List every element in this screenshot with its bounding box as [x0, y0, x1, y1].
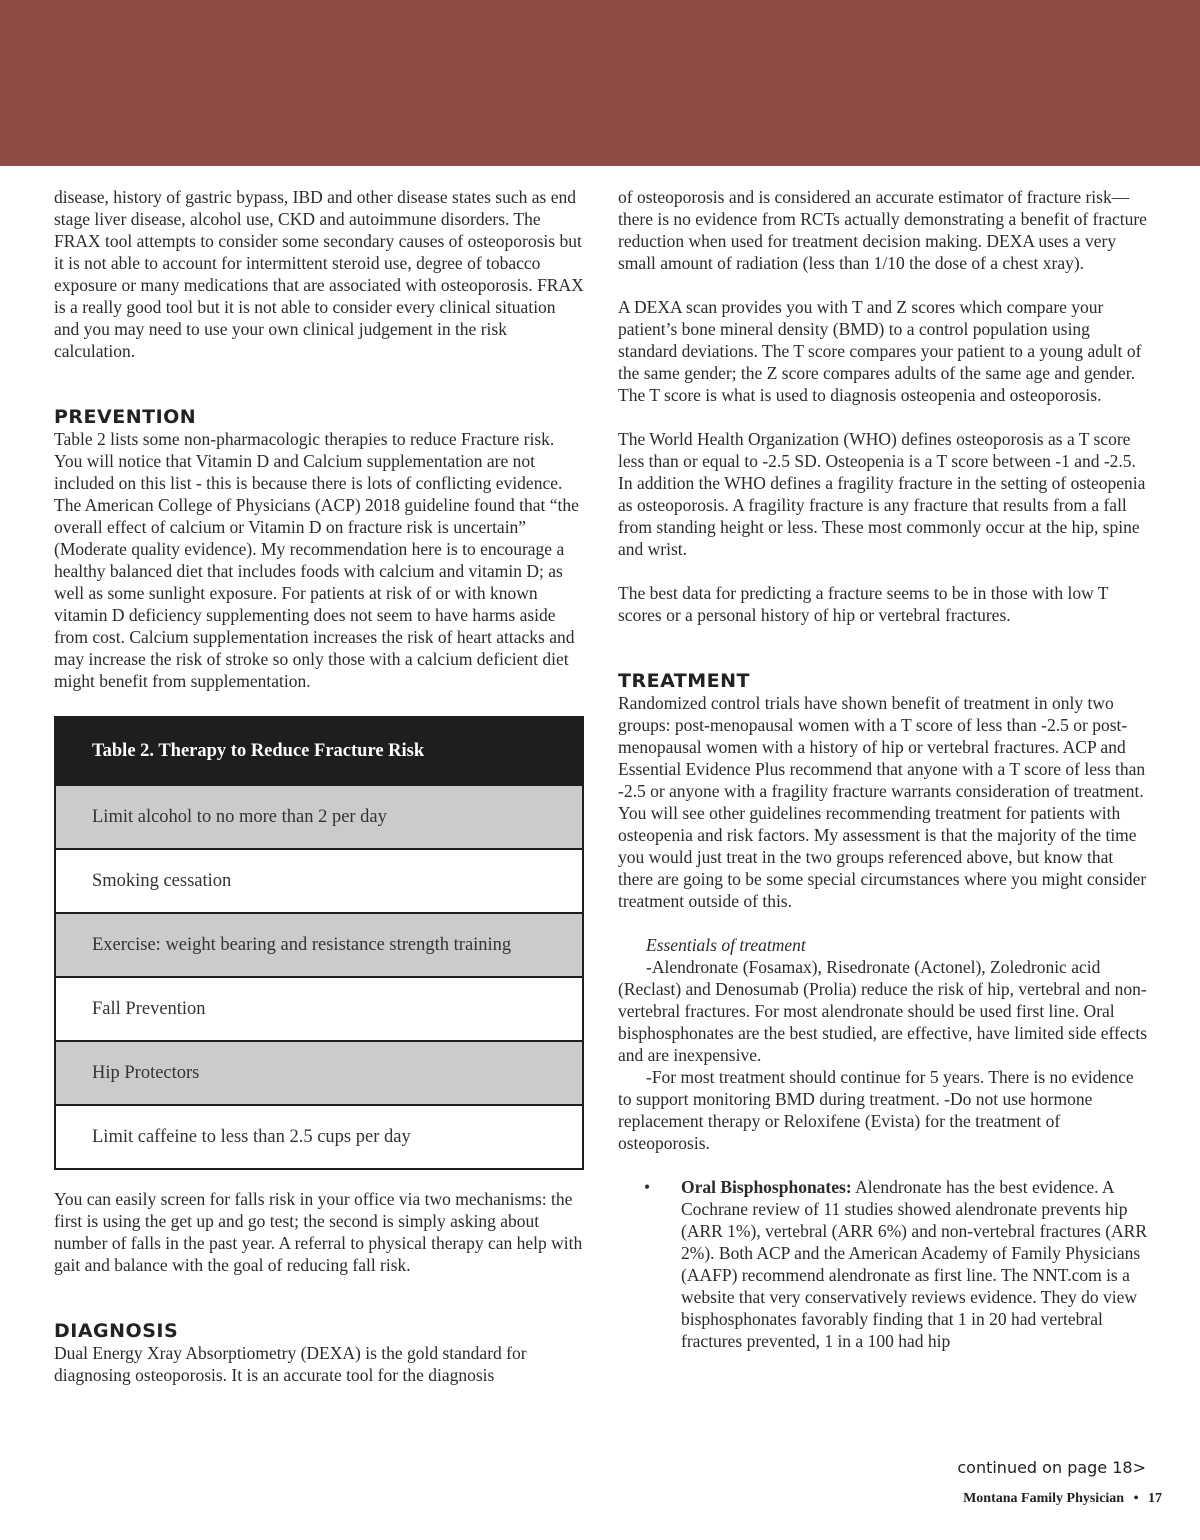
right-column	[618, 186, 1150, 1352]
table-title: Table 2. Therapy to Reduce Fracture Risk	[55, 717, 583, 785]
left-column	[54, 186, 584, 1386]
prevention-paragraph: Table 2 lists some non-pharmacologic therapies to reduce Fracture risk. You will notice that Vitamin D and Calcium supplementation are not included on this list - this is because there is lots of conflicting evidence. The American College of Physicians (ACP) 2018 guideline found that “the overall effect of calcium or Vitamin D on fracture risk is uncertain” (Moderate quality evidence). My recommendation here is to encourage a healthy balanced diet that includes foods with calcium and vitamin D; as well as some sunlight exposure. For patients at risk of or with known vitamin D deficiency supplementing does not seem to have harms aside from cost. Calcium supplementation increases the risk of heart attacks and may increase the risk of stroke so only those with a calcium deficient diet might benefit from supplementation.	[54, 429, 579, 691]
intro-paragraph: disease, history of gastric bypass, IBD and other disease states such as end stage liver disease, alcohol use, CKD and autoimmune disorders. The FRAX tool attempts to consider some secondary causes of osteoporosis but it is not able to account for intermittent steroid use, degree of tobacco exposure or many medications that are associated with osteoporosis. FRAX is a really good tool but it is not able to consider every clinical situation and you may need to use your own clinical judgement in the risk calculation.	[54, 187, 584, 361]
prevention-heading: PREVENTION	[54, 406, 197, 428]
treatment-paragraph: Randomized control trials have shown benefit of treatment in only two groups: post-menopausal women with a T score of less than -2.5 or post-menopausal women with a history of hip or vertebral fractures. ACP and Essential Evidence Plus recommend that anyone with a T score of less than -2.5 or anyone with a fragility fracture warrants consideration of treatment. You will see other guidelines recommending treatment for patients with osteopenia and risk factors. My assessment is that the majority of the time you would just treat in the two groups referenced above, but know that there are going to be some special circumstances where you might consider treatment outside of this.	[618, 693, 1147, 911]
table-row	[55, 913, 583, 977]
table-row	[55, 849, 583, 913]
prediction-paragraph: The best data for predicting a fracture seems to be in those with low T scores or a personal history of hip or vertebral fractures.	[618, 583, 1109, 625]
table-cell: Fall Prevention	[55, 977, 583, 1041]
t-z-score-paragraph: A DEXA scan provides you with T and Z scores which compare your patient’s bone mineral density (BMD) to a control population using standard deviations. The T score compares your patient to a young adult of the same gender; the Z score compares adults of the same age and gender. The T score is what is used to diagnosis osteopenia and osteoporosis.	[618, 297, 1142, 405]
who-paragraph: The World Health Organization (WHO) defines osteoporosis as a T score less than or equal to -2.5 SD. Osteopenia is a T score between -1 and -2.5. In addition the WHO defines a fragility fracture in the setting of osteopenia as osteoporosis. A fragility fracture is any fracture that results from a fall from standing height or less. These most commonly occur at the hip, spine and wrist.	[618, 429, 1146, 559]
essentials-paragraph-2: -For most treatment should continue for 5 years. There is no evidence to support monitoring BMD during treatment. -Do not use hormone replacement therapy or Reloxifene (Evista) for the treatment of osteoporosis.	[618, 1067, 1134, 1153]
therapy-table	[54, 716, 584, 1170]
diagnosis-heading: DIAGNOSIS	[54, 1320, 179, 1342]
header-color-band	[0, 0, 1200, 166]
publication-name: Montana Family Physician	[963, 1491, 1125, 1506]
table-cell: Limit caffeine to less than 2.5 cups per day	[55, 1105, 583, 1169]
table-row	[55, 1105, 583, 1169]
table-row	[55, 785, 583, 849]
treatment-heading: TREATMENT	[618, 670, 751, 692]
essentials-paragraph-1: -Alendronate (Fosamax), Risedronate (Actonel), Zoledronic acid (Reclast) and Denosumab (Prolia) reduce the risk of hip, vertebral and non-vertebral fractures. For most alendronate should be used first line. Oral bisphosphonates are the best studied, are effective, have limited side effects and are inexpensive.	[618, 957, 1148, 1065]
table-cell: Hip Protectors	[55, 1041, 583, 1105]
bullet-item	[618, 1176, 1150, 1352]
essentials-title: Essentials of treatment	[646, 935, 806, 955]
footer-separator: •	[1133, 1491, 1139, 1506]
page-number: 17	[1148, 1491, 1162, 1506]
continued-note: continued on page 18>	[957, 1458, 1146, 1477]
dexa-paragraph: of osteoporosis and is considered an accurate estimator of fracture risk—there is no evidence from RCTs actually demonstrating a benefit of fracture reduction when used for treatment decision making. DEXA uses a very small amount of radiation (less than 1/10 the dose of a chest xray).	[618, 187, 1147, 273]
table-cell: Limit alcohol to no more than 2 per day	[55, 785, 583, 849]
table-cell: Exercise: weight bearing and resistance strength training	[55, 913, 583, 977]
page-footer	[963, 1491, 1162, 1507]
table-row	[55, 977, 583, 1041]
bullet-text: Alendronate has the best evidence. A Cochrane review of 11 studies showed alendronate prevents hip (ARR 1%), vertebral (ARR 6%) and non-vertebral fractures (ARR 2%). Both ACP and the American Academy of Family Physicians (AAFP) recommend alendronate as first line. The NNT.com is a website that very conservatively reviews evidence. They do view bisphosphonates favorably finding that 1 in 20 had vertebral fractures prevented, 1 in a 100 had hip	[681, 1177, 1148, 1351]
diagnosis-paragraph: Dual Energy Xray Absorptiometry (DEXA) is the gold standard for diagnosing osteoporosis. It is an accurate tool for the diagnosis	[54, 1343, 527, 1385]
table-cell: Smoking cessation	[55, 849, 583, 913]
falls-paragraph: You can easily screen for falls risk in your office via two mechanisms: the first is using the get up and go test; the second is simply asking about number of falls in the past year. A referral to physical therapy can help with gait and balance with the goal of reducing fall risk.	[54, 1189, 583, 1275]
bullet-label: Oral Bisphosphonates:	[681, 1177, 852, 1197]
bullet-icon: •	[644, 1177, 651, 1197]
table-row	[55, 1041, 583, 1105]
